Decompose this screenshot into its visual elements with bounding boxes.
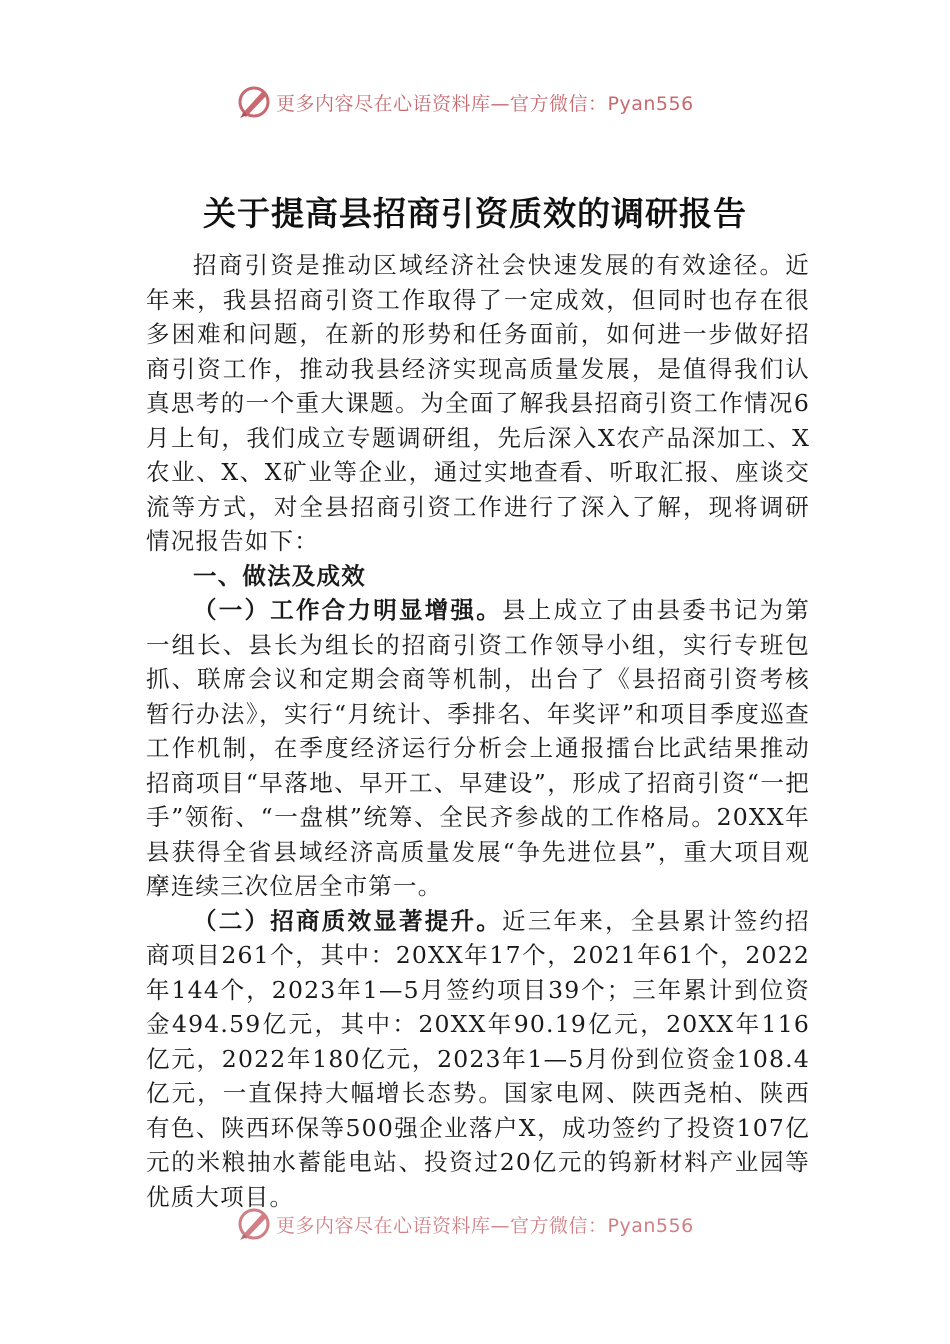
pen-logo-icon [236,84,272,120]
document-body [146,248,810,1214]
paragraph-2 [146,904,810,1215]
intro-paragraph: 招商引资是推动区域经济社会快速发展的有效途径。近年来，我县招商引资工作取得了一定成效，但同时也存在很多困难和问题，在新的形势和任务面前，如何进一步做好招商引资工作，推动我县经济实现高质量发展，是值得我们认真思考的一个重大课题。为全面了解我县招商引资工作情况6月上旬，我们成立专题调研组，先后深入X农产品深加工、X农业、X、X矿业等企业，通过实地查看、听取汇报、座谈交流等方式，对全县招商引资工作进行了深入了解，现将调研情况报告如下： [146,251,810,555]
paragraph-2-lead: （二）招商质效显著提升。 [193,906,503,935]
watermark-text: 更多内容尽在心语资料库—官方微信：Pyan556 [276,1214,694,1237]
pen-logo-icon [236,1206,272,1242]
section-heading: 一、做法及成效 [193,561,366,590]
watermark-header [236,84,694,120]
paragraph-1 [146,593,810,904]
watermark-text: 更多内容尽在心语资料库—官方微信：Pyan556 [276,92,694,115]
watermark-footer [236,1206,694,1242]
paragraph-2-body: 近三年来，全县累计签约招商项目261个，其中：20XX年17个，2021年61个，2022年144个，2023年1—5月签约项目39个；三年累计到位资金494.59亿元，其中：20XX年90.19亿元，20XX年116亿元，2022年180亿元，2023年1—5月份到位资金108.4亿元，一直保持大幅增长态势。国家电网、陕西尧柏、陕西有色、陕西环保等500强企业落户X，成功签约了投资107亿元的米粮抽水蓄能电站、投资过20亿元的钨新材料产业园等优质大项目。 [146,906,810,1211]
paragraph-1-body: 县上成立了由县委书记为第一组长、县长为组长的招商引资工作领导小组，实行专班包抓、联席会议和定期会商等机制，出台了《县招商引资考核暂行办法》，实行“月统计、季排名、年奖评”和项目季度巡查工作机制，在季度经济运行分析会上通报擂台比武结果推动招商项目“早落地、早开工、早建设”，形成了招商引资“一把手”领衔、“一盘棋”统筹、全民齐参战的工作格局。20XX年县获得全省县域经济高质量发展“争先进位县”，重大项目观摩连续三次位居全市第一。 [146,596,810,900]
document-title: 关于提高县招商引资质效的调研报告 [203,194,747,233]
paragraph-1-lead: （一）工作合力明显增强。 [193,596,503,624]
